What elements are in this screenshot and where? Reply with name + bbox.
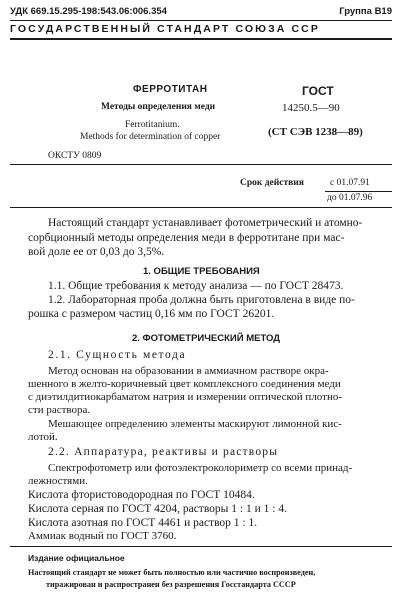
validity-from: с 01.07.91: [330, 178, 370, 188]
intro-line: Настоящий стандарт устанавливает фотометрический и атомно-: [48, 217, 363, 229]
validity-rule: [10, 207, 392, 208]
apparatus-line2: лежностями.: [28, 475, 88, 487]
reagent-item: Кислота серная по ГОСТ 4204, растворы 1 : 1 и 1 : 4.: [28, 503, 287, 515]
section1-item-2-line1: 1.2. Лабораторная проба должна быть приготовлена в виде по-: [48, 294, 355, 306]
apparatus-line1: Спектрофотометр или фотоэлектроколориметр со всеми принад-: [48, 462, 353, 474]
gost-number: 14250.5—90: [282, 102, 340, 114]
copyright-notice-line1: Настоящий стандарт не может быть полностью или частично воспроизведен,: [28, 568, 316, 577]
udk-code: УДК 669.15.295-198:543.06:006.354: [10, 6, 167, 17]
section1-item-2-line2: рошка с размером частиц 0,16 мм по ГОСТ 26201.: [28, 308, 275, 320]
official-edition-label: Издание официальное: [28, 553, 125, 563]
okstu-code: ОКСТУ 0809: [48, 151, 102, 161]
reagent-item: Аммиак водный по ГОСТ 3760.: [28, 530, 177, 542]
masking-text-line1: Мешающее определению элементы маскируют лимонной кис-: [48, 418, 342, 430]
validity-to: до 01.07.96: [327, 193, 373, 203]
method-text-line: сти раствора.: [28, 404, 91, 416]
standard-subtitle: Методы определения меди: [101, 102, 216, 112]
english-title-line1: Ferrotitanium.: [125, 120, 180, 130]
st-sev-number: (СТ СЭВ 1238—89): [268, 126, 363, 138]
method-text-line: Метод основан на образовании в аммиачном растворе окра-: [48, 365, 329, 377]
section1-item-1: 1.1. Общие требования к методу анализа — по ГОСТ 28473.: [48, 280, 344, 292]
section2-heading: 2. ФОТОМЕТРИЧЕСКИЙ МЕТОД: [132, 333, 281, 344]
header-rule-bottom: [10, 38, 392, 40]
okstu-rule: [10, 164, 392, 165]
subsection-2-1-heading: 2.1. Сущность метода: [48, 349, 187, 361]
subsection-2-2-heading: 2.2. Аппаратура, реактивы и растворы: [48, 446, 279, 458]
masking-text-line2: лотой.: [28, 431, 58, 443]
footer-rule: [10, 546, 392, 547]
english-title-line2: Methods for determination of copper: [80, 132, 221, 142]
intro-paragraph: [28, 216, 392, 260]
copyright-notice-line2: тиражирован и распространен без разрешения Госстандарта СССР: [46, 580, 296, 589]
method-text-line: шенного в желто-коричневый цвет комплексного соединения меди: [28, 378, 341, 390]
header-rule-top: [10, 20, 392, 21]
reagent-item: Кислота фтористоводородная по ГОСТ 10484.: [28, 489, 255, 501]
intro-line: сорбционный методы определения меди в ферротитане при мас-: [28, 231, 345, 244]
group-code: Группа В19: [339, 6, 392, 17]
section1-heading: 1. ОБЩИЕ ТРЕБОВАНИЯ: [143, 266, 260, 277]
state-standard-banner: ГОСУДАРСТВЕННЫЙ СТАНДАРТ СОЮЗА ССР: [10, 23, 320, 35]
method-text-line: с диэтилдитиокарбаматом натрия и измерении оптической плотно-: [28, 391, 343, 403]
intro-line: вой доле ее от 0,03 до 3,5%.: [28, 246, 165, 258]
reagent-item: Кислота азотная по ГОСТ 4461 и раствор 1 : 1.: [28, 517, 258, 529]
gost-label: ГОСТ: [302, 84, 334, 98]
standard-title: ФЕРРОТИТАН: [133, 84, 208, 95]
validity-label: Срок действия: [240, 178, 304, 188]
validity-divider: [325, 191, 392, 192]
